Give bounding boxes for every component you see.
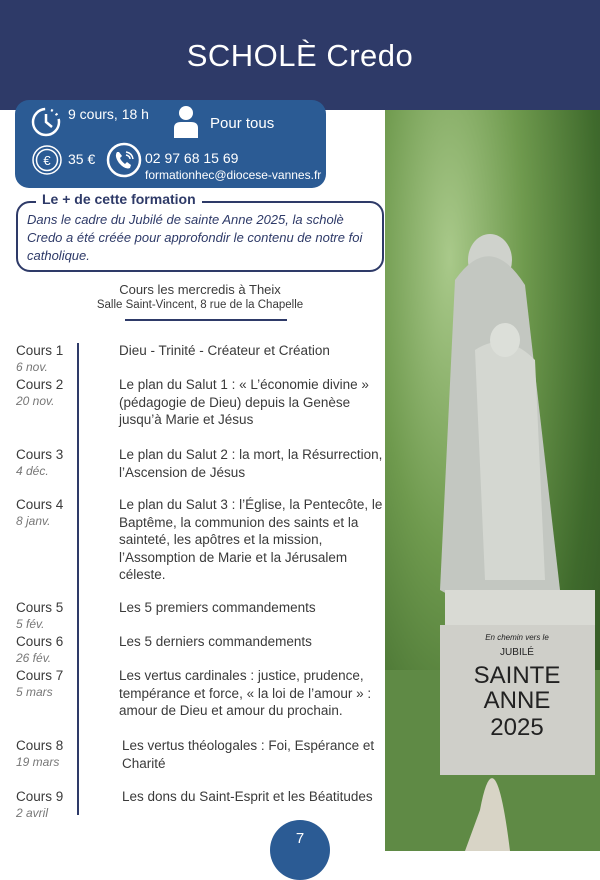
course-topic: Les vertus cardinales : justice, prudence, tempérance et force, « la loi de l’amour » : amour de Dieu et amour du prochain.	[119, 668, 372, 718]
course-number: Cours 4	[16, 497, 64, 512]
info-box	[15, 100, 326, 188]
course-topic: Les 5 derniers commandements	[119, 634, 312, 649]
course-date: 26 fév.	[16, 651, 52, 665]
statue-illustration	[385, 110, 600, 851]
course-number: Cours 7	[16, 668, 64, 683]
course-date: 6 nov.	[16, 360, 48, 374]
location-line2: Salle Saint-Vincent, 8 rue de la Chapelle	[96, 299, 304, 311]
page-number: 7	[270, 820, 330, 880]
course-date: 19 mars	[16, 755, 60, 769]
duration-text: 9 cours, 18 h	[68, 106, 149, 122]
clock-icon	[29, 105, 63, 139]
email-link[interactable]: formationhec@diocese-vannes.fr	[145, 168, 322, 182]
course-date: 2 avril	[16, 806, 49, 820]
course-label	[16, 342, 63, 376]
course-topic: Le plan du Salut 2 : la mort, la Résurrection, l’Ascension de Jésus	[119, 447, 383, 480]
schedule-divider	[77, 343, 79, 815]
highlight-text: Dans le cadre du Jubilé de sainte Anne 2025, la scholè Credo a été créée pour approfondir le contenu de notre foi catholique.	[27, 212, 363, 263]
statue-photo	[385, 110, 600, 851]
course-number: Cours 3	[16, 447, 64, 462]
course-topic: Les vertus théologales : Foi, Espérance et Charité	[122, 738, 375, 771]
course-label	[16, 633, 63, 667]
page-title: SCHOLÈ Credo	[186, 38, 414, 73]
logo-line1: En chemin vers le	[485, 633, 549, 642]
course-topic: Les dons du Saint-Esprit et les Béatitudes	[122, 789, 373, 804]
course-label	[16, 496, 63, 530]
course-number: Cours 8	[16, 738, 64, 753]
logo-line4: ANNE	[483, 687, 551, 714]
course-topic: Le plan du Salut 3 : l’Église, la Pentecôte, le Baptême, la communion des saints et la sainteté, les apôtres et la mission, l’Assomption de Marie et la Jérusalem céleste.	[119, 497, 383, 582]
course-label	[16, 737, 63, 771]
course-date: 4 déc.	[16, 464, 49, 478]
course-number: Cours 9	[16, 789, 64, 804]
location-divider	[125, 319, 287, 321]
course-number: Cours 5	[16, 600, 64, 615]
logo-line2: JUBILÉ	[500, 647, 534, 658]
course-number: Cours 1	[16, 343, 64, 358]
highlight-title: Le + de cette formation	[36, 191, 202, 207]
course-number: Cours 2	[16, 377, 64, 392]
course-date: 5 fév.	[16, 617, 45, 631]
course-topic: Le plan du Salut 1 : « L’économie divine » (pédagogie de Dieu) depuis la Genèse jusqu’à Marie et Jésus	[119, 377, 369, 427]
course-label	[16, 446, 63, 480]
course-date: 20 nov.	[16, 394, 55, 408]
audience-text: Pour tous	[210, 115, 275, 132]
course-label	[16, 667, 63, 701]
course-date: 8 janv.	[16, 514, 51, 528]
logo-line3: SAINTE	[473, 662, 561, 689]
course-topic: Les 5 premiers commandements	[119, 600, 316, 615]
course-date: 5 mars	[16, 685, 53, 699]
course-label	[16, 599, 63, 633]
course-label	[16, 376, 63, 410]
price-text: 35 €	[68, 151, 96, 167]
person-icon	[172, 104, 200, 138]
course-topic: Dieu - Trinité - Créateur et Création	[119, 343, 330, 358]
course-number: Cours 6	[16, 634, 64, 649]
euro-icon	[31, 144, 63, 176]
svg-text:€: €	[43, 153, 51, 168]
phone-text[interactable]: 02 97 68 15 69	[145, 150, 239, 166]
course-label	[16, 788, 63, 822]
location-line1: Cours les mercredis à Theix	[119, 282, 281, 297]
phone-icon	[106, 142, 142, 178]
logo-line5: 2025	[490, 714, 544, 741]
